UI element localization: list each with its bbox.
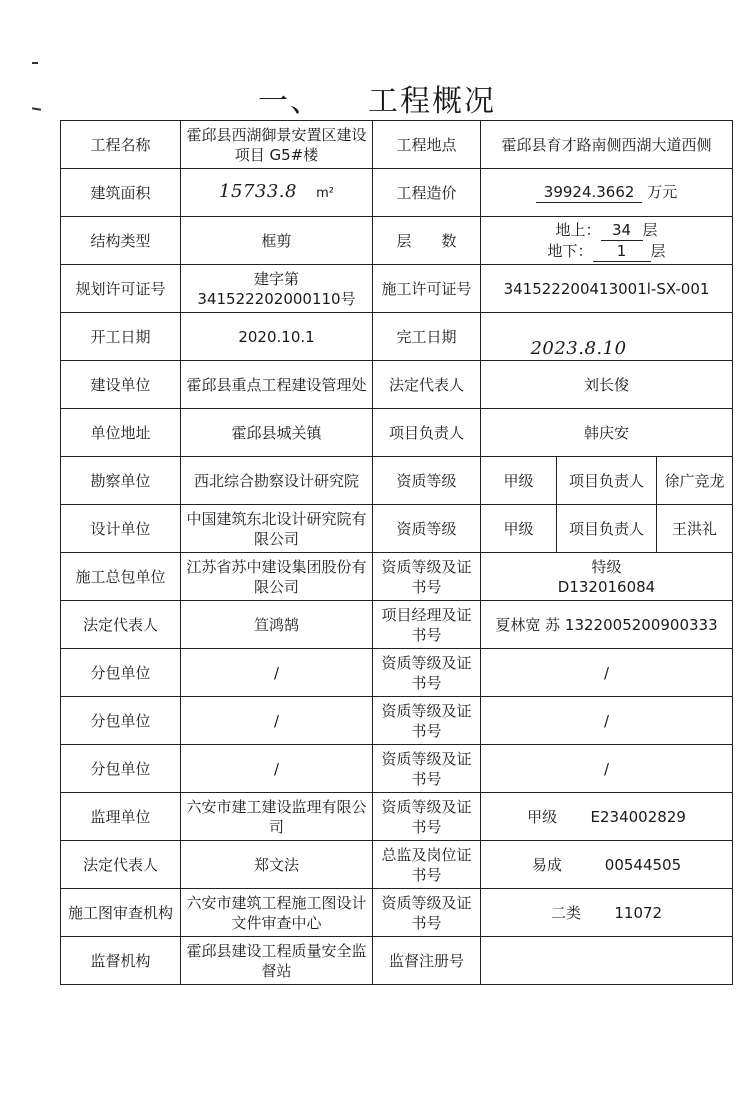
planning-permit-value: 建字第 341522202000110号 (181, 265, 373, 313)
floors-above: 地上： 34 层 (555, 220, 658, 239)
label-cell: 项目负责人 (373, 409, 481, 457)
label-cell: 资质等级 (373, 505, 481, 553)
label-cell: 分包单位 (61, 697, 181, 745)
owner-pm: 韩庆安 (481, 409, 733, 457)
contractor-qual (481, 553, 733, 601)
design-qual: 甲级 (481, 505, 557, 553)
label-cell: 施工图审查机构 (61, 889, 181, 937)
design-pm: 王洪礼 (657, 505, 733, 553)
table-row (61, 697, 733, 745)
label-cell: 资质等级及证书号 (373, 697, 481, 745)
table-row (61, 313, 733, 361)
supervision-legal-rep: 郑文法 (181, 841, 373, 889)
supervision-chief (481, 841, 733, 889)
table-row (61, 841, 733, 889)
supervision-qual-grade: 甲级 (527, 807, 558, 826)
table-row (61, 649, 733, 697)
end-date-value: 2023.8.10 (530, 337, 627, 359)
cost-cell (481, 169, 733, 217)
table-row (61, 457, 733, 505)
label-cell: 项目经理及证书号 (373, 601, 481, 649)
table-row (61, 793, 733, 841)
label-cell: 项目负责人 (557, 505, 657, 553)
label-cell: 建设单位 (61, 361, 181, 409)
label-cell: 监督机构 (61, 937, 181, 985)
end-date-cell (481, 313, 733, 361)
survey-value: 西北综合勘察设计研究院 (181, 457, 373, 505)
label-cell: 层 数 (373, 217, 481, 265)
project-overview-table (60, 120, 733, 985)
label-cell: 勘察单位 (61, 457, 181, 505)
label-cell: 项目负责人 (557, 457, 657, 505)
project-name: 霍邱县西湖御景安置区建设项目 G5#楼 (181, 121, 373, 169)
label-cell: 法定代表人 (61, 841, 181, 889)
supervision-chief-cert: 00544505 (604, 855, 682, 874)
design-value: 中国建筑东北设计研究院有限公司 (181, 505, 373, 553)
owner-address: 霍邱县城关镇 (181, 409, 373, 457)
construction-permit-value: 341522200413001l-SX-001 (481, 265, 733, 313)
label-cell: 监理单位 (61, 793, 181, 841)
floors-below: 地下： 1 层 (547, 241, 666, 260)
subcontractor-value: / (181, 649, 373, 697)
table-row (61, 553, 733, 601)
title-text: 工程概况 (368, 84, 496, 119)
label-cell: 分包单位 (61, 649, 181, 697)
table-row (61, 601, 733, 649)
label-cell: 资质等级及证书号 (373, 649, 481, 697)
label-cell: 施工总包单位 (61, 553, 181, 601)
contractor-qual-grade: 特级 (591, 557, 622, 576)
label-cell: 资质等级及证书号 (373, 793, 481, 841)
label-cell: 完工日期 (373, 313, 481, 361)
title-number: 一、 (258, 84, 322, 119)
oversight-value: 霍邱县建设工程质量安全监督站 (181, 937, 373, 985)
oversight-reg (481, 937, 733, 985)
table-row (61, 889, 733, 937)
owner-legal-rep: 刘长俊 (481, 361, 733, 409)
cost-value: 39924.3662 (536, 182, 643, 203)
cost-unit: 万元 (647, 183, 678, 201)
label-cell: 总监及岗位证书号 (373, 841, 481, 889)
label-cell: 开工日期 (61, 313, 181, 361)
table-row (61, 217, 733, 265)
floors-above-value: 34 (601, 220, 643, 241)
contractor-value: 江苏省苏中建设集团股份有限公司 (181, 553, 373, 601)
survey-pm: 徐广竞龙 (657, 457, 733, 505)
drawing-review-qual (481, 889, 733, 937)
floors-cell (481, 217, 733, 265)
label-cell: 资质等级 (373, 457, 481, 505)
subcontractor-value: / (181, 697, 373, 745)
label-cell: 工程名称 (61, 121, 181, 169)
label-cell: 工程造价 (373, 169, 481, 217)
label-cell: 法定代表人 (373, 361, 481, 409)
subcontractor-qual: / (481, 697, 733, 745)
contractor-qual-cert: D132016084 (557, 577, 656, 596)
table-row (61, 745, 733, 793)
area-unit: m² (316, 185, 334, 201)
label-cell: 工程地点 (373, 121, 481, 169)
subcontractor-qual: / (481, 745, 733, 793)
table-row (61, 409, 733, 457)
project-location: 霍邱县育才路南侧西湖大道西侧 (481, 121, 733, 169)
drawing-review-cert: 11072 (614, 903, 663, 922)
area-cell (181, 169, 373, 217)
supervision-qual-cert: E234002829 (590, 807, 686, 826)
subcontractor-qual: / (481, 649, 733, 697)
contractor-legal-rep: 笪鸿鹄 (181, 601, 373, 649)
label-cell: 建筑面积 (61, 169, 181, 217)
table-row (61, 937, 733, 985)
drawing-review-grade: 二类 (550, 903, 581, 922)
area-value: 15733.8 (219, 180, 297, 202)
label-cell: 设计单位 (61, 505, 181, 553)
table-row (61, 265, 733, 313)
table-row (61, 505, 733, 553)
label-cell: 规划许可证号 (61, 265, 181, 313)
survey-qual: 甲级 (481, 457, 557, 505)
owner-value: 霍邱县重点工程建设管理处 (181, 361, 373, 409)
start-date-value: 2020.10.1 (181, 313, 373, 361)
label-cell: 分包单位 (61, 745, 181, 793)
label-cell: 单位地址 (61, 409, 181, 457)
supervision-qual (481, 793, 733, 841)
supervision-value: 六安市建工建设监理有限公司 (181, 793, 373, 841)
label-cell: 资质等级及证书号 (373, 745, 481, 793)
page-title (0, 76, 754, 120)
supervision-chief-name: 易成 (531, 855, 562, 874)
table-row (61, 169, 733, 217)
table-row (61, 121, 733, 169)
label-cell: 资质等级及证书号 (373, 889, 481, 937)
table-row (61, 361, 733, 409)
label-cell: 施工许可证号 (373, 265, 481, 313)
structure-value: 框剪 (181, 217, 373, 265)
subcontractor-value: / (181, 745, 373, 793)
contractor-pm: 夏林宽 苏 1322005200900333 (481, 601, 733, 649)
floors-below-value: 1 (593, 241, 651, 262)
scan-mark (32, 62, 38, 64)
drawing-review-value: 六安市建筑工程施工图设计文件审查中心 (181, 889, 373, 937)
label-cell: 监督注册号 (373, 937, 481, 985)
label-cell: 资质等级及证书号 (373, 553, 481, 601)
label-cell: 结构类型 (61, 217, 181, 265)
label-cell: 法定代表人 (61, 601, 181, 649)
